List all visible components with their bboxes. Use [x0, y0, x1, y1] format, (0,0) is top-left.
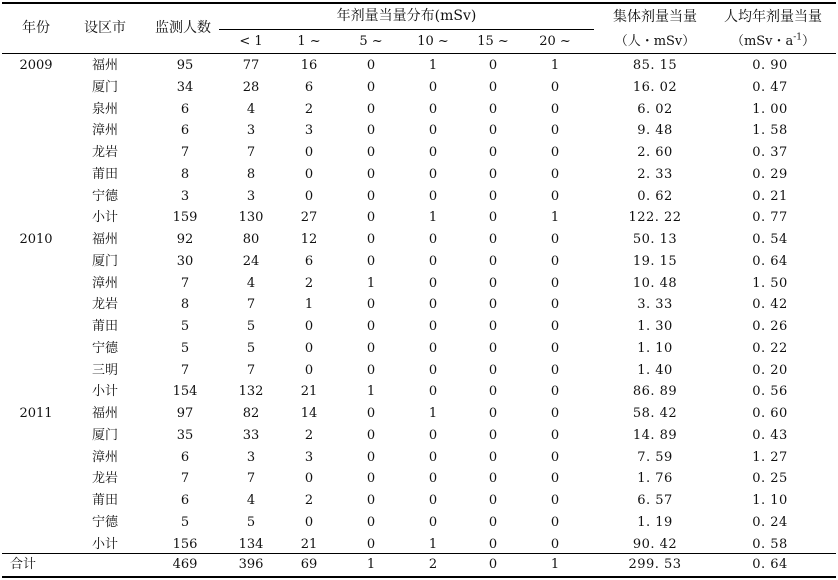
row-bin-3: 0 — [428, 514, 438, 530]
row-bin-2: 0 — [366, 58, 376, 73]
row-bin-0: 28 — [242, 79, 260, 95]
top-rule — [2, 2, 836, 4]
row-monitored: 5 — [180, 319, 190, 334]
row-bin-3: 0 — [428, 188, 438, 204]
row-city: 三明 — [91, 362, 118, 378]
row-monitored: 95 — [176, 58, 194, 73]
row-bin-2: 0 — [366, 493, 376, 508]
row-collective: 1. 40 — [637, 362, 673, 378]
row-bin-1: 0 — [304, 514, 314, 530]
row-bin-1: 12 — [300, 232, 318, 247]
row-bin-2: 0 — [366, 514, 376, 530]
row-bin-5: 0 — [550, 384, 560, 400]
row-bin-5: 0 — [550, 340, 560, 356]
row-year — [6, 513, 66, 533]
row-bin-4: 0 — [488, 232, 498, 247]
row-bin-4: 0 — [488, 319, 498, 334]
row-bin-2: 1 — [366, 384, 376, 400]
row-bin-3: 0 — [428, 362, 438, 378]
row-year: 2010 — [19, 232, 53, 247]
row-bin-0: 3 — [246, 123, 256, 139]
row-collective: 0. 62 — [637, 188, 673, 204]
row-bin-5: 0 — [550, 449, 560, 465]
row-bin-2: 0 — [366, 166, 376, 182]
row-monitored: 30 — [176, 253, 194, 269]
row-collective: 9. 48 — [637, 123, 673, 139]
row-year: 2009 — [19, 58, 53, 73]
distribution-underline — [219, 29, 594, 30]
row-bin-3: 0 — [428, 145, 438, 160]
row-bin-2: 0 — [366, 188, 376, 204]
row-bin-4: 0 — [488, 101, 498, 117]
row-bin-3: 0 — [428, 384, 438, 400]
row-bin-1: 14 — [300, 406, 318, 421]
header-bin-2: 5 ~ — [359, 34, 383, 49]
row-bin-5: 0 — [550, 275, 560, 291]
row-monitored: 156 — [172, 536, 198, 552]
row-bin-1: 2 — [304, 493, 314, 508]
row-per-capita: 1. 27 — [752, 449, 788, 465]
header-bin-3: 10 ~ — [417, 34, 449, 49]
header-bin-5: 20 ~ — [539, 34, 571, 49]
row-bin-3: 0 — [428, 123, 438, 139]
row-bin-5: 0 — [550, 319, 560, 334]
row-bin-2: 0 — [366, 406, 376, 421]
row-year — [6, 143, 66, 163]
row-bin-1: 21 — [300, 384, 318, 400]
row-bin-5: 0 — [550, 101, 560, 117]
row-monitored: 7 — [180, 145, 190, 160]
row-year — [6, 78, 66, 98]
header-percap-unit: （mSv・a — [730, 34, 794, 49]
row-bin-3: 0 — [428, 166, 438, 182]
row-bin-3: 1 — [428, 210, 438, 226]
row-per-capita: 0. 56 — [752, 384, 788, 400]
row-per-capita: 0. 20 — [752, 362, 788, 378]
row-monitored: 92 — [176, 232, 194, 247]
row-bin-3: 0 — [428, 340, 438, 356]
row-bin-3: 0 — [428, 275, 438, 291]
row-year — [6, 382, 66, 402]
row-bin-2: 1 — [366, 275, 376, 291]
row-bin-4: 0 — [488, 449, 498, 465]
total-bin-3: 2 — [428, 557, 438, 572]
row-bin-4: 0 — [488, 340, 498, 356]
row-bin-5: 0 — [550, 493, 560, 508]
row-bin-2: 0 — [366, 145, 376, 160]
row-bin-3: 0 — [428, 427, 438, 443]
row-bin-5: 0 — [550, 471, 560, 487]
row-bin-2: 0 — [366, 362, 376, 378]
row-bin-0: 5 — [246, 340, 256, 356]
row-city: 莆田 — [91, 166, 118, 182]
header-bin-4: 15 ~ — [477, 34, 509, 49]
row-bin-0: 134 — [238, 536, 264, 552]
row-bin-2: 0 — [366, 123, 376, 139]
row-bin-3: 0 — [428, 493, 438, 508]
row-bin-4: 0 — [488, 166, 498, 182]
row-bin-1: 21 — [300, 536, 318, 552]
row-monitored: 159 — [172, 210, 198, 226]
row-bin-0: 4 — [246, 275, 256, 291]
row-bin-5: 0 — [550, 406, 560, 421]
total-bin-4: 0 — [488, 557, 498, 572]
row-per-capita: 0. 25 — [752, 471, 788, 487]
row-city: 福州 — [91, 232, 118, 247]
row-collective: 58. 42 — [632, 406, 678, 421]
row-collective: 85. 15 — [632, 58, 678, 73]
row-bin-4: 0 — [488, 188, 498, 204]
row-per-capita: 0. 26 — [752, 319, 788, 334]
row-bin-4: 0 — [488, 427, 498, 443]
row-year — [6, 121, 66, 141]
row-bin-2: 0 — [366, 427, 376, 443]
total-monitored: 469 — [172, 557, 198, 572]
header-distribution: 年剂量当量分布(mSv) — [336, 8, 477, 24]
row-bin-5: 0 — [550, 79, 560, 95]
row-bin-3: 1 — [428, 58, 438, 73]
row-bin-3: 0 — [428, 101, 438, 117]
header-percap-line2 — [710, 34, 836, 50]
row-bin-4: 0 — [488, 210, 498, 226]
row-collective: 86. 89 — [632, 384, 678, 400]
header-rule — [2, 53, 836, 54]
row-bin-1: 2 — [304, 101, 314, 117]
row-year — [6, 317, 66, 337]
row-collective: 3. 33 — [637, 297, 673, 313]
row-bin-1: 3 — [304, 449, 314, 465]
row-bin-0: 4 — [246, 101, 256, 117]
row-bin-1: 0 — [304, 319, 314, 334]
row-collective: 1. 76 — [637, 471, 673, 487]
row-per-capita: 1. 58 — [752, 123, 788, 139]
row-monitored: 6 — [180, 493, 190, 508]
row-per-capita: 0. 60 — [752, 406, 788, 421]
row-monitored: 5 — [180, 340, 190, 356]
row-bin-0: 3 — [246, 449, 256, 465]
row-year — [6, 252, 66, 272]
row-bin-5: 1 — [550, 58, 560, 73]
total-bin-0: 396 — [238, 557, 264, 572]
row-per-capita: 0. 37 — [752, 145, 788, 160]
row-bin-1: 0 — [304, 362, 314, 378]
row-per-capita: 0. 58 — [752, 536, 788, 552]
row-bin-1: 0 — [304, 188, 314, 204]
row-bin-4: 0 — [488, 493, 498, 508]
row-bin-2: 0 — [366, 536, 376, 552]
row-bin-3: 0 — [428, 253, 438, 269]
row-bin-5: 0 — [550, 145, 560, 160]
total-label: 合计 — [10, 557, 37, 572]
row-per-capita: 1. 00 — [752, 101, 788, 117]
row-year — [6, 361, 66, 381]
row-city: 莆田 — [91, 319, 118, 334]
row-collective: 19. 15 — [632, 253, 678, 269]
row-bin-1: 3 — [304, 123, 314, 139]
row-year — [6, 491, 66, 511]
row-bin-5: 0 — [550, 427, 560, 443]
row-bin-1: 16 — [300, 58, 318, 73]
row-city: 漳州 — [91, 449, 118, 465]
row-bin-0: 4 — [246, 493, 256, 508]
row-bin-0: 7 — [246, 362, 256, 378]
row-bin-1: 1 — [304, 297, 314, 313]
row-per-capita: 0. 42 — [752, 297, 788, 313]
row-monitored: 6 — [180, 449, 190, 465]
row-city: 厦门 — [91, 79, 118, 95]
row-year — [6, 274, 66, 294]
row-bin-2: 0 — [366, 449, 376, 465]
row-year — [6, 187, 66, 207]
row-per-capita: 0. 77 — [752, 210, 788, 226]
row-bin-5: 0 — [550, 253, 560, 269]
row-bin-4: 0 — [488, 145, 498, 160]
row-bin-1: 2 — [304, 275, 314, 291]
row-monitored: 34 — [176, 79, 194, 95]
header-percap-line1: 人均年剂量当量 — [724, 9, 822, 25]
row-bin-2: 0 — [366, 471, 376, 487]
row-city: 厦门 — [91, 253, 118, 269]
row-bin-0: 7 — [246, 145, 256, 160]
row-bin-4: 0 — [488, 406, 498, 421]
row-bin-4: 0 — [488, 471, 498, 487]
row-bin-4: 0 — [488, 253, 498, 269]
row-city: 厦门 — [91, 427, 118, 443]
row-bin-5: 0 — [550, 232, 560, 247]
row-collective: 50. 13 — [632, 232, 678, 247]
row-bin-0: 7 — [246, 297, 256, 313]
total-bin-5: 1 — [550, 557, 560, 572]
row-bin-5: 0 — [550, 188, 560, 204]
row-bin-4: 0 — [488, 514, 498, 530]
row-bin-1: 6 — [304, 79, 314, 95]
row-collective: 6. 57 — [637, 493, 673, 508]
row-monitored: 154 — [172, 384, 198, 400]
row-city: 宁德 — [91, 340, 118, 356]
row-bin-5: 1 — [550, 210, 560, 226]
row-bin-0: 132 — [238, 384, 264, 400]
row-monitored: 6 — [180, 123, 190, 139]
row-bin-4: 0 — [488, 58, 498, 73]
row-collective: 1. 30 — [637, 319, 673, 334]
row-bin-1: 6 — [304, 253, 314, 269]
row-bin-1: 0 — [304, 340, 314, 356]
row-bin-2: 0 — [366, 340, 376, 356]
row-bin-4: 0 — [488, 275, 498, 291]
header-year: 年份 — [22, 20, 50, 36]
row-bin-2: 0 — [366, 210, 376, 226]
row-bin-0: 5 — [246, 514, 256, 530]
row-monitored: 8 — [180, 166, 190, 182]
row-city: 小计 — [91, 384, 118, 400]
row-bin-3: 0 — [428, 79, 438, 95]
row-city: 泉州 — [91, 101, 118, 117]
row-per-capita: 1. 50 — [752, 275, 788, 291]
row-bin-5: 0 — [550, 362, 560, 378]
row-monitored: 8 — [180, 297, 190, 313]
row-bin-0: 3 — [246, 188, 256, 204]
row-bin-0: 24 — [242, 253, 260, 269]
row-monitored: 7 — [180, 275, 190, 291]
total-per-capita: 0. 64 — [752, 557, 788, 572]
row-per-capita: 1. 10 — [752, 493, 788, 508]
row-monitored: 3 — [180, 188, 190, 204]
row-bin-3: 0 — [428, 319, 438, 334]
row-city: 龙岩 — [91, 145, 118, 160]
header-percap-exponent: -1 — [793, 32, 803, 43]
bottom-rule — [2, 576, 836, 578]
row-per-capita: 0. 24 — [752, 514, 788, 530]
row-year — [6, 448, 66, 468]
row-monitored: 7 — [180, 471, 190, 487]
row-bin-0: 130 — [238, 210, 264, 226]
row-bin-0: 7 — [246, 471, 256, 487]
row-bin-4: 0 — [488, 384, 498, 400]
row-per-capita: 0. 43 — [752, 427, 788, 443]
row-year — [6, 535, 66, 555]
row-bin-5: 0 — [550, 536, 560, 552]
total-bin-2: 1 — [366, 557, 376, 572]
row-city: 莆田 — [91, 493, 118, 508]
row-city: 小计 — [91, 210, 118, 226]
row-collective: 2. 33 — [637, 166, 673, 182]
row-bin-5: 0 — [550, 123, 560, 139]
row-city: 宁德 — [91, 188, 118, 204]
row-collective: 16. 02 — [632, 79, 678, 95]
row-collective: 1. 10 — [637, 340, 673, 356]
row-collective: 14. 89 — [632, 427, 678, 443]
row-bin-1: 0 — [304, 166, 314, 182]
row-year — [6, 165, 66, 185]
header-collective-line2: （人・mSv） — [614, 34, 696, 49]
row-bin-4: 0 — [488, 362, 498, 378]
row-city: 龙岩 — [91, 297, 118, 313]
row-bin-4: 0 — [488, 79, 498, 95]
row-bin-3: 1 — [428, 536, 438, 552]
row-collective: 2. 60 — [637, 145, 673, 160]
row-bin-2: 0 — [366, 79, 376, 95]
row-city: 龙岩 — [91, 471, 118, 487]
row-year — [6, 100, 66, 120]
row-bin-2: 0 — [366, 319, 376, 334]
row-bin-2: 0 — [366, 101, 376, 117]
row-bin-0: 5 — [246, 319, 256, 334]
row-bin-2: 0 — [366, 232, 376, 247]
row-per-capita: 0. 90 — [752, 58, 788, 73]
header-bin-1: 1 ~ — [297, 34, 321, 49]
row-bin-1: 0 — [304, 145, 314, 160]
header-monitored: 监测人数 — [155, 20, 211, 36]
row-city: 漳州 — [91, 275, 118, 291]
row-city: 福州 — [91, 58, 118, 73]
row-year — [6, 295, 66, 315]
header-city: 设区市 — [84, 20, 126, 36]
row-collective: 7. 59 — [637, 449, 673, 465]
header-percap-close: ） — [802, 34, 816, 49]
row-collective: 6. 02 — [637, 101, 673, 117]
header-bin-0: < 1 — [239, 34, 263, 49]
total-collective: 299. 53 — [628, 557, 682, 572]
row-year: 2011 — [19, 406, 53, 421]
row-per-capita: 0. 22 — [752, 340, 788, 356]
row-bin-5: 0 — [550, 297, 560, 313]
row-bin-5: 0 — [550, 514, 560, 530]
row-bin-3: 1 — [428, 406, 438, 421]
total-bin-1: 69 — [300, 557, 318, 572]
row-bin-3: 0 — [428, 471, 438, 487]
row-bin-4: 0 — [488, 536, 498, 552]
row-collective: 10. 48 — [632, 275, 678, 291]
row-bin-1: 2 — [304, 427, 314, 443]
row-year — [6, 208, 66, 228]
row-bin-4: 0 — [488, 297, 498, 313]
row-per-capita: 0. 29 — [752, 166, 788, 182]
row-collective: 1. 19 — [637, 514, 673, 530]
row-monitored: 97 — [176, 406, 194, 421]
row-bin-3: 0 — [428, 232, 438, 247]
row-city: 宁德 — [91, 514, 118, 530]
row-monitored: 35 — [176, 427, 194, 443]
row-per-capita: 0. 47 — [752, 79, 788, 95]
row-bin-0: 33 — [242, 427, 260, 443]
row-year — [6, 426, 66, 446]
row-per-capita: 0. 64 — [752, 253, 788, 269]
row-bin-5: 0 — [550, 166, 560, 182]
row-collective: 90. 42 — [632, 536, 678, 552]
row-city: 福州 — [91, 406, 118, 421]
row-monitored: 7 — [180, 362, 190, 378]
row-collective: 122. 22 — [628, 210, 682, 226]
row-per-capita: 0. 54 — [752, 232, 788, 247]
row-bin-4: 0 — [488, 123, 498, 139]
row-year — [6, 339, 66, 359]
row-city: 漳州 — [91, 123, 118, 139]
row-bin-0: 77 — [242, 58, 260, 73]
row-bin-2: 0 — [366, 253, 376, 269]
row-bin-0: 82 — [242, 406, 260, 421]
row-bin-3: 0 — [428, 297, 438, 313]
row-monitored: 5 — [180, 514, 190, 530]
row-bin-1: 0 — [304, 471, 314, 487]
row-city: 小计 — [91, 536, 118, 552]
row-bin-0: 8 — [246, 166, 256, 182]
header-collective-line1: 集体剂量当量 — [613, 9, 697, 25]
row-bin-3: 0 — [428, 449, 438, 465]
row-bin-2: 0 — [366, 297, 376, 313]
row-year — [6, 469, 66, 489]
row-per-capita: 0. 21 — [752, 188, 788, 204]
row-bin-1: 27 — [300, 210, 318, 226]
row-monitored: 6 — [180, 101, 190, 117]
row-bin-0: 80 — [242, 232, 260, 247]
